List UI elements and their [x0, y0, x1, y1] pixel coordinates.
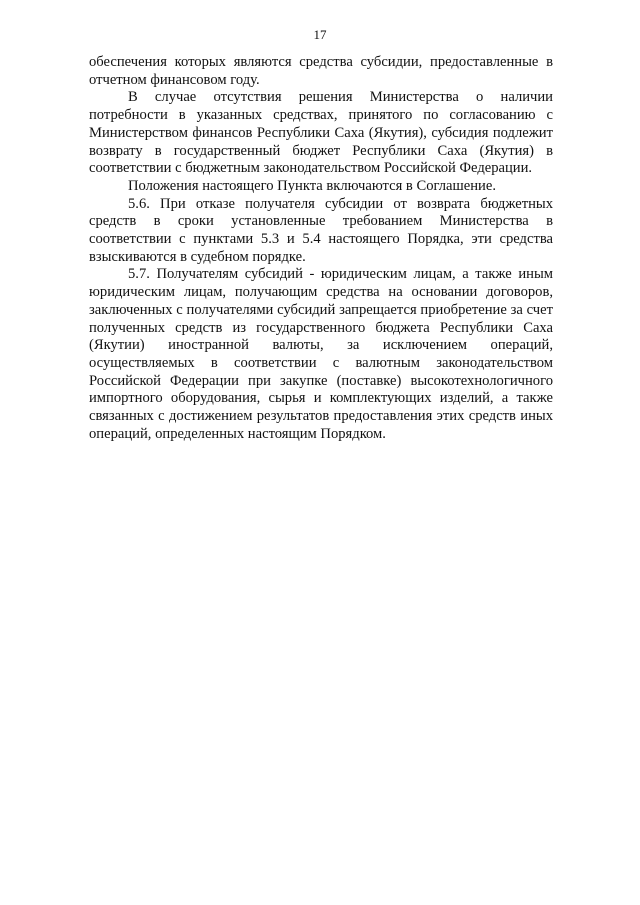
paragraph-clause-5-6: 5.6. При отказе получателя субсидии от возврата бюджетных средств в сроки установленные требованием Министерства в соответствии с пунктами 5.3 и 5.4 настоящего Порядка, эти средства взыскиваются в судебном порядке.: [89, 195, 553, 265]
paragraph-agreement-inclusion: Положения настоящего Пункта включаются в Соглашение.: [128, 177, 496, 194]
paragraph-continuation: обеспечения которых являются средства субсидии, предоставленные в отчетном финансовом году.: [89, 54, 553, 88]
paragraph-clause-5-7: 5.7. Получателям субсидий - юридическим лицам, а также иным юридическим лицам, получающим средства на основании договоров, заключенных с получателями субсидий запрещается приобретение за счет полученных средств из государственного бюджета Республики Саха (Якутии) иностранной валюты, за исключением операций, осуществляемых в соответствии с валютным законодательством Российской Федерации при закупке (поставке) высокотехнологичного импортного оборудования, сырья и комплектующих изделий, а также связанных с достижением результатов предоставления этих средств иных операций, определенных настоящим Порядком.: [89, 266, 553, 442]
paragraph-no-decision-return: В случае отсутствия решения Министерства о наличии потребности в указанных средствах, принятого по согласованию с Министерством финансов Республики Саха (Якутия), субсидия подлежит возврату в государственный бюджет Республики Саха (Якутия) в соответствии с бюджетным законодательством Российской Федерации.: [89, 89, 553, 177]
page-number: 17: [313, 27, 327, 42]
document-body: [89, 54, 553, 443]
